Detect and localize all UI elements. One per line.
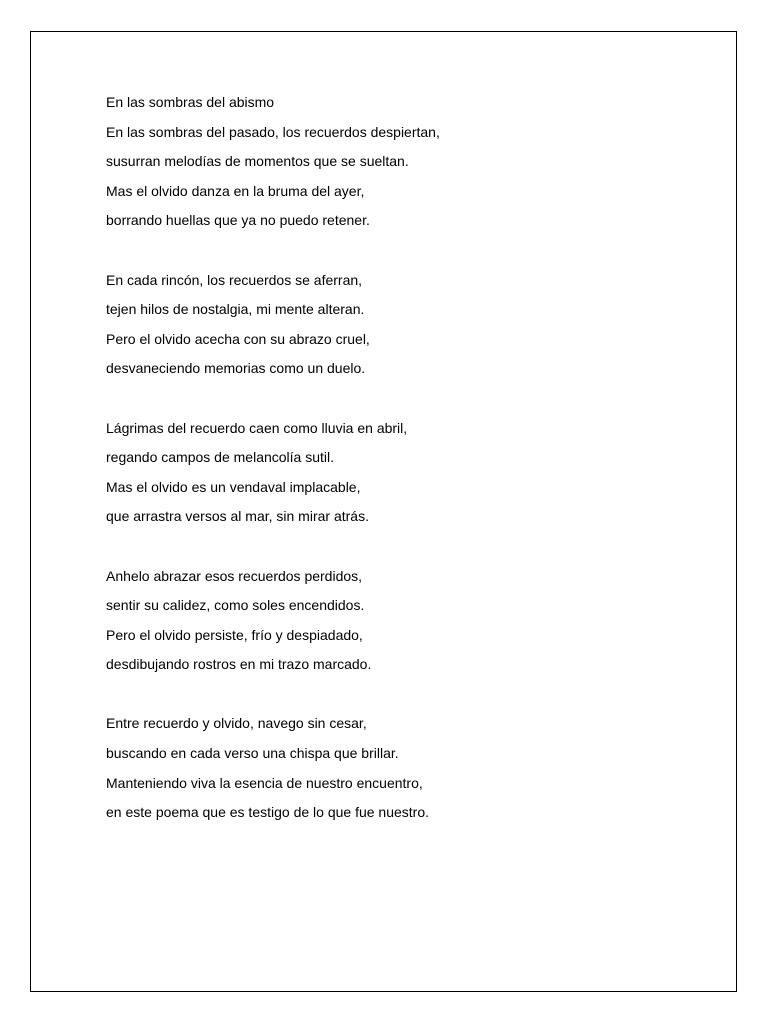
poem-line: desdibujando rostros en mi trazo marcado. [106,656,372,673]
poem-line: sentir su calidez, como soles encendidos. [106,597,365,614]
poem-line: Pero el olvido acecha con su abrazo cruel, [106,330,370,347]
stanza-1 [106,118,440,236]
document-page [30,31,737,992]
poem-line: Pero el olvido persiste, frío y despiadado, [106,626,363,643]
poem-line: susurran melodías de momentos que se sueltan. [106,153,409,170]
poem-line: borrando huellas que ya no puedo retener. [106,212,370,229]
stanza-5 [106,709,440,827]
poem-line: En las sombras del pasado, los recuerdos despiertan, [106,123,440,140]
poem-line: Mas el olvido es un vendaval implacable, [106,478,361,495]
poem-line: regando campos de melancolía sutil. [106,449,335,466]
stanza-4 [106,562,440,680]
poem-line: en este poema que es testigo de lo que fue nuestro. [106,804,430,821]
poem-line: Manteniendo viva la esencia de nuestro encuentro, [106,774,423,791]
poem [106,88,440,828]
stanza-3 [106,414,440,532]
poem-line: Lágrimas del recuerdo caen como lluvia en abril, [106,419,408,436]
poem-line: Mas el olvido danza en la bruma del ayer, [106,182,365,199]
stanza-2 [106,266,440,384]
poem-line: tejen hilos de nostalgia, mi mente alteran. [106,301,365,318]
poem-line: desvaneciendo memorias como un duelo. [106,360,366,377]
poem-line: En cada rincón, los recuerdos se aferran, [106,271,363,288]
poem-line: que arrastra versos al mar, sin mirar atrás. [106,508,369,525]
poem-line: buscando en cada verso una chispa que brillar. [106,745,399,762]
poem-line: Entre recuerdo y olvido, navego sin cesar, [106,715,367,732]
poem-title: En las sombras del abismo [106,94,275,110]
poem-line: Anhelo abrazar esos recuerdos perdidos, [106,567,363,584]
